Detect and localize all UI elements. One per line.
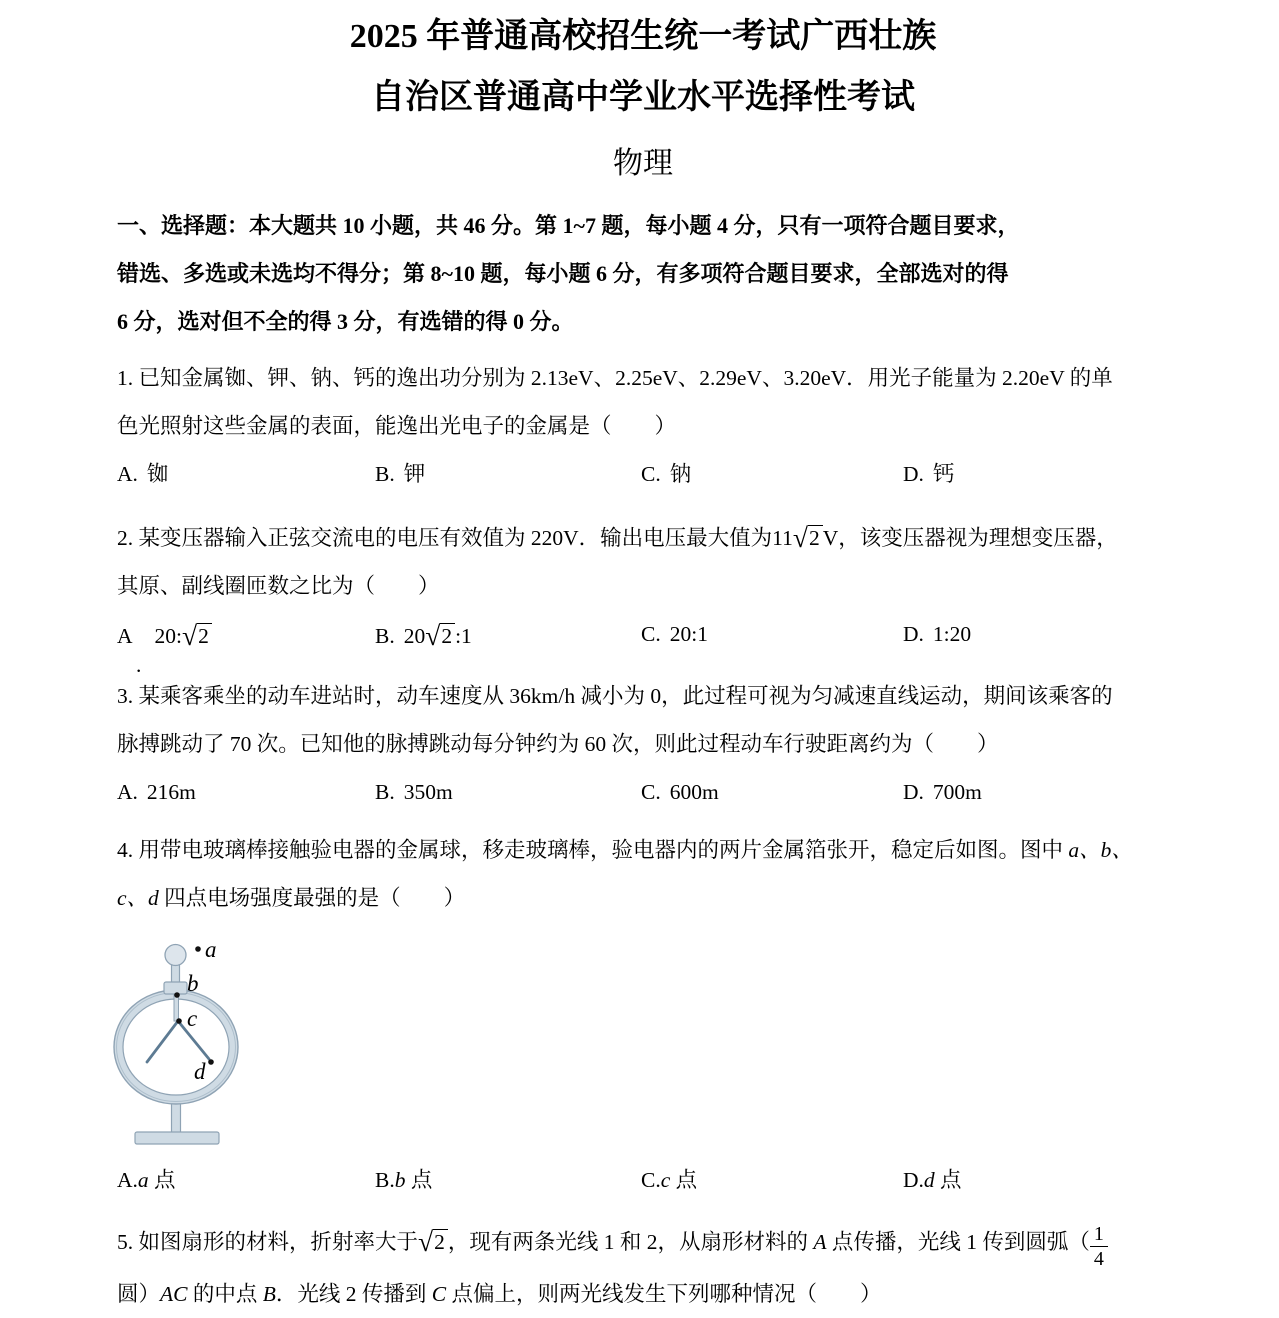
point-d-label: d [194,1059,206,1084]
question-2 [117,512,1169,677]
option-c: C.c 点 [641,1168,698,1192]
sqrt-expression: √2 [418,1216,448,1266]
question-3-options [117,768,1169,816]
point-c-dot [176,1018,182,1024]
question-5-text-line-2: 圆）AC 的中点 B．光线 2 传播到 C 点偏上，则两光线发生下列哪种情况（ ） [117,1282,882,1306]
option-a: A . 20:√2 [117,610,212,660]
gold-leaf-left [147,1021,178,1062]
question-2-options [117,610,1169,677]
question-5 [117,1216,1169,1318]
option-a: A. 216m [117,780,196,804]
question-1 [117,354,1169,498]
option-b: B. 20√2 :1 [375,610,472,660]
option-c: C. 20:1 [641,622,708,646]
question-3 [117,672,1169,816]
electroscope-figure [110,926,1169,1154]
option-a: A.a 点 [117,1168,176,1192]
instructions-line: 错选、多选或未选均不得分；第 8~10 题，每小题 6 分，有多项符合题目要求，全部选对的得 [117,261,1009,286]
sqrt-expression: √2 [182,610,212,660]
subject-title: 物理 [613,147,673,180]
point-d-dot [208,1059,214,1065]
point-a-label: a [205,937,217,962]
stray-period: . [136,653,142,677]
radical-icon: √ [425,620,441,651]
point-a-dot [195,946,201,952]
page-container [117,0,1169,1318]
question-1-options [117,450,1169,498]
instructions-line: 6 分，选对但不全的得 3 分，有选错的得 0 分。 [117,309,574,334]
option-c: C. 600m [641,780,719,804]
radical-icon: √ [792,522,808,553]
question-1-text-line-1: 1. 已知金属铷、钾、钠、钙的逸出功分别为 2.13eV、2.25eV、2.29eV、3.20eV．用光子能量为 2.20eV 的单 [117,366,1113,390]
stand-base [135,1132,219,1144]
option-d: D. 1:20 [903,622,972,646]
question-3-text-line-2: 脉搏跳动了 70 次。已知他的脉搏跳动每分钟约为 60 次，则此过程动车行驶距离约为（ ） [117,732,999,756]
section-instructions [117,202,1169,346]
option-c: C. 钠 [641,462,692,486]
option-d: D.d 点 [903,1168,962,1192]
option-d: D. 700m [903,780,982,804]
metal-ball [165,945,186,966]
question-2-text-line-1: 2. 某变压器输入正弦交流电的电压有效值为 220V．输出电压最大值为11√2 V，该变压器视为理想变压器， [117,512,1169,562]
question-1-text-line-2: 色光照射这些金属的表面，能逸出光电子的金属是（ ） [117,414,677,438]
stand-post [172,1103,181,1133]
option-d: D. 钙 [903,462,955,486]
point-b-label: b [187,971,199,996]
option-b: B.b 点 [375,1168,433,1192]
question-4-text-line-1: 4. 用带电玻璃棒接触验电器的金属球，移走玻璃棒，验电器内的两片金属箔张开，稳定后如图。图中 a、b、 [117,838,1133,862]
inner-rod [174,994,179,1021]
option-b: B. 钾 [375,462,426,486]
option-a: A. 铷 [117,462,169,486]
sqrt-expression: √2 [425,610,455,660]
radical-icon: √ [418,1226,434,1257]
question-2-text-line-2: 其原、副线圈匝数之比为（ ） [117,574,440,598]
question-4-text-line-2: c、d 四点电场强度最强的是（ ） [117,886,466,910]
point-b-dot [174,992,180,998]
cap [164,982,187,994]
question-4 [117,826,1169,1204]
exam-title-line-2: 自治区普通高中学业水平选择性考试 [371,79,915,116]
instructions-line: 一、选择题：本大题共 10 小题，共 46 分。第 1~7 题，每小题 4 分，只有一项符合题目要求， [117,213,1020,238]
exam-title-line-1: 2025 年普通高校招生统一考试广西壮族 [349,18,937,55]
radical-icon: √ [182,620,198,651]
option-b: B. 350m [375,780,453,804]
question-4-options [117,1156,1169,1204]
sqrt-expression: √2 [793,512,823,562]
one-quarter-fraction: $\frac{1}{4}$ [1090,1223,1108,1270]
question-3-text-line-1: 3. 某乘客乘坐的动车进站时，动车速度从 36km/h 减小为 0，此过程可视为匀减速直线运动，期间该乘客的 [117,684,1113,708]
question-5-text-line-1: 5. 如图扇形的材料，折射率大于√2 ，现有两条光线 1 和 2，从扇形材料的 A 点传播，光线 1 传到圆弧（ $\frac{1}{4}$ [117,1216,1169,1270]
point-c-label: c [187,1006,198,1031]
